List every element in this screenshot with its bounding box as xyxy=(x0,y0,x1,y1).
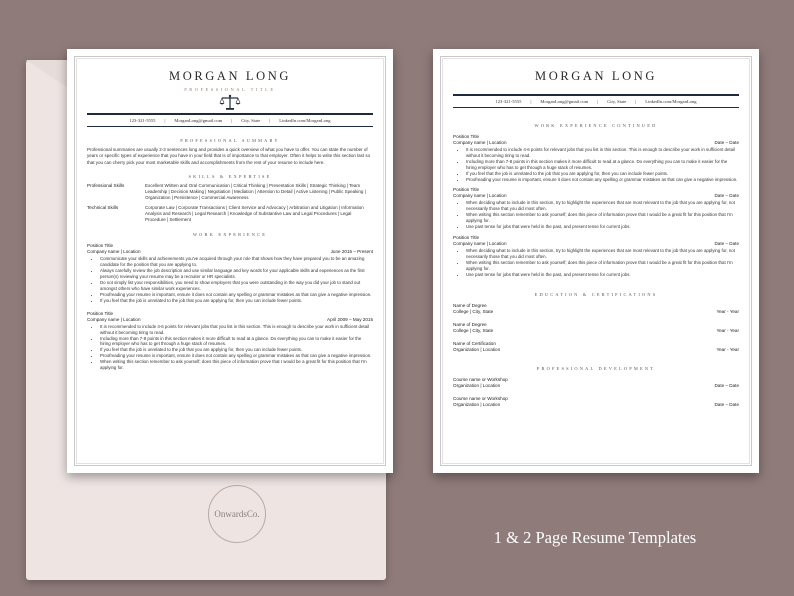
contact-bar xyxy=(453,96,739,107)
job-bullet: • When writing this section remember to ask yourself; does this piece of information prove that I would be a great fit for this position that I'm applying for. xyxy=(100,359,373,371)
contact-separator: | xyxy=(164,117,166,123)
contact-email: MorganLong@gmail.com xyxy=(174,117,223,123)
job-dates: April 2009 – May 2015 xyxy=(327,316,373,322)
contact-linkedin: LinkedIn.com/MorganLong xyxy=(645,98,697,104)
skills-label: Technical Skills xyxy=(87,205,119,211)
education-dates: Year - Year xyxy=(716,327,739,333)
job-bullet: • Do not simply list your responsibilities, you need to show employers that you were outstanding in the way you did your job to stand out amongst others who have similar work experiences. xyxy=(100,280,373,292)
job-bullet: • When deciding what to include in this section, try to highlight the experiences that are most relevant to the job that you are applying for, not necessarily those that you did most often. xyxy=(466,200,739,212)
job-company: Company name | Location xyxy=(453,240,507,246)
job-bullet: • Including more than 7-8 points in this section makes it more difficult to read at a glance. Do everything you can to make it easier for the hiring employer who has to get through a huge stack of resumes. xyxy=(466,159,739,171)
development-dates: Date – Date xyxy=(714,401,739,407)
skills-heading: SKILLS & EXPERTISE xyxy=(188,173,272,179)
job-bullet: • Use past tense for jobs that were held in the past, and present tense for current jobs. xyxy=(466,272,739,278)
templates-caption: 1 & 2 Page Resume Templates xyxy=(493,528,697,547)
development-dates: Date – Date xyxy=(714,382,739,388)
contact-phone: 123-321-5555 xyxy=(129,117,156,123)
contact-separator: | xyxy=(231,117,233,123)
education-place: College | City, State xyxy=(453,327,494,333)
job-bullet: • When writing this section remember to ask yourself; does this piece of information prove that I would be a great fit for this position that I'm applying for. xyxy=(466,212,739,224)
development-title: Course name or Workshop xyxy=(453,395,508,401)
development-title: Course name or Workshop xyxy=(453,376,508,382)
education-entry xyxy=(453,303,739,315)
education-entry xyxy=(453,341,739,353)
development-entry xyxy=(453,377,739,389)
job-bullet: • Proofreading your resume is important, ensure it does not contain any spelling or grammar mistakes as that can give a negative impression. xyxy=(100,292,373,298)
education-place: Organization | Location xyxy=(453,346,501,352)
header-rule-bottom xyxy=(87,126,373,128)
job-company: Company name | Location xyxy=(453,193,507,199)
education-entry xyxy=(453,322,739,334)
work-heading: WORK EXPERIENCE xyxy=(192,232,268,238)
job-dates: Date – Date xyxy=(714,193,739,199)
job-title: Position Title xyxy=(87,310,114,316)
contact-separator: | xyxy=(269,117,271,123)
job-bullets xyxy=(87,324,373,371)
job-title: Position Title xyxy=(87,243,114,249)
job-title: Position Title xyxy=(453,234,480,240)
job-company: Company name | Location xyxy=(453,140,507,145)
education-place: College | City, State xyxy=(453,308,494,314)
job-entry xyxy=(453,134,739,182)
resume-page-1 xyxy=(67,49,393,473)
resume-name: MORGAN LONG xyxy=(534,69,657,83)
envelope-logo xyxy=(208,485,266,543)
contact-location: City, State xyxy=(241,117,261,123)
job-company: Company name | Location xyxy=(87,316,141,322)
job-bullet: • Proofreading your resume is important, ensure it does not contain any spelling or grammar mistakes as that can give a negative impression. xyxy=(466,177,739,183)
education-title: Name of Degree xyxy=(453,321,487,327)
job-dates: June 2015 – Present xyxy=(330,249,373,255)
skills-label: Professional Skills xyxy=(87,182,125,188)
job-entry xyxy=(87,243,373,303)
job-bullet: • It is recommended to include 4-6 points for relevant jobs that you list in this section. This is enough to describe your work in sufficient detail without it becoming tiring to read. xyxy=(466,147,739,159)
resume-name: MORGAN LONG xyxy=(168,69,291,83)
contact-email: MorganLong@gmail.com xyxy=(540,98,589,104)
contact-linkedin: LinkedIn.com/MorganLong xyxy=(279,117,331,123)
contact-bar xyxy=(87,115,373,126)
development-place: Organization | Location xyxy=(453,401,501,407)
contact-phone: 123-321-5555 xyxy=(495,98,522,104)
job-title: Position Title xyxy=(453,187,480,193)
summary-heading: PROFESSIONAL SUMMARY xyxy=(180,138,280,143)
contact-separator: | xyxy=(635,98,637,104)
job-bullet: • If you feel that the job is unrelated to the job that you are applying for, then you can include fewer points. xyxy=(100,347,373,353)
education-title: Name of Certification xyxy=(453,340,496,346)
job-entry xyxy=(453,235,739,278)
education-title: Name of Degree xyxy=(453,302,487,308)
job-bullet: • Always carefully review the job description and use similar language and key words for your applicable skills and experiences as the first person(s) reviewing your resume may be a recruiter or HR specialists. xyxy=(100,268,373,280)
job-title: Position Title xyxy=(453,134,480,139)
professional-title: PROFESSIONAL TITLE xyxy=(184,87,276,92)
job-bullet: • When deciding what to include in this section, try to highlight the experiences that are most relevant to the job that you are applying for, not necessarily those that you did most often. xyxy=(466,248,739,260)
envelope-logo-text: OnwardsCo. xyxy=(214,509,260,519)
skills-row xyxy=(87,205,373,223)
job-dates: Date – Date xyxy=(714,140,739,145)
job-bullet: • If you feel that the job is unrelated to the job that you are applying for, then you can include fewer points. xyxy=(466,171,739,177)
job-bullets xyxy=(87,256,373,303)
job-dates: Date – Date xyxy=(714,240,739,246)
education-heading: EDUCATION & CERTIFICATIONS xyxy=(534,291,658,297)
education-dates: Year - Year xyxy=(716,346,739,352)
work-continued-heading: WORK EXPERIENCE CONTINUED xyxy=(534,123,658,128)
scales-of-justice-icon xyxy=(219,94,241,111)
development-place: Organization | Location xyxy=(453,382,501,388)
development-heading: PROFESSIONAL DEVELOPMENT xyxy=(536,365,656,371)
education-dates: Year - Year xyxy=(716,308,739,314)
development-entry xyxy=(453,396,739,408)
job-entry xyxy=(87,311,373,371)
header-rule-bottom xyxy=(453,107,739,109)
job-bullet: • Use past tense for jobs that were held in the past, and present tense for current jobs. xyxy=(466,224,739,230)
contact-separator: | xyxy=(530,98,532,104)
job-bullet: • Including more than 7-8 points in this section makes it more difficult to read at a glance. Do everything you can to make it easier for the hiring employer who has to get through a huge stack of resumes. xyxy=(100,336,373,348)
job-entry xyxy=(453,187,739,230)
contact-separator: | xyxy=(597,98,599,104)
job-bullets xyxy=(453,248,739,278)
job-bullet: • Proofreading your resume is important, ensure it does not contain any spelling or grammar mistakes as that can give a negative impression. xyxy=(100,353,373,359)
job-company: Company name | Location xyxy=(87,249,141,255)
contact-location: City, State xyxy=(607,98,627,104)
job-bullets xyxy=(453,147,739,182)
job-bullet: • It is recommended to include 4-6 points for relevant jobs that you list in this section. This is enough to describe your work in sufficient detail without it becoming tiring to read. xyxy=(100,324,373,336)
job-bullet: • If you feel that the job is unrelated to the job that you are applying for, then you can include fewer points. xyxy=(100,298,373,304)
skills-value: Excellent Written and Oral Communication | Critical Thinking | Presentation Skills | Strategic Thinking | Team Leadership | Decision Making | Negotiation | Mediation | Attention to Detail | Active Listening | Public Speaking | Organization | Persistence | Commercial Awareness xyxy=(145,182,366,201)
job-bullet: • Communicate your skills and achievements you've acquired through your role that shows how they have prepared you to be an amazing candidate for the position that you are applying to. xyxy=(100,256,373,268)
skills-row xyxy=(87,183,373,201)
job-bullet: • When writing this section remember to ask yourself; does this piece of information prove that I would be a great fit for this position that I'm applying for. xyxy=(466,260,739,272)
skills-value: Corporate Law | Corporate Transactions | Client Service and Advocacy | Arbitration and Litigation | Information Analysis and Research | Legal Research | Knowledge of Substantive Law and Legal Procedures | Legal Procedure | Settlement xyxy=(145,205,364,223)
job-bullets xyxy=(453,200,739,230)
summary-text: Professional summaries are usually 2-3 sentences long and provides a quick overview of what you have to offer. You can state the number of years or specific types of experience that you have in your field that is of importance to that employer. Often it helps to write this section last so that you can cherry pick your most marketable skills and accomplishments from the rest of your resume to include here. xyxy=(87,147,371,165)
resume-page-2 xyxy=(433,49,759,473)
